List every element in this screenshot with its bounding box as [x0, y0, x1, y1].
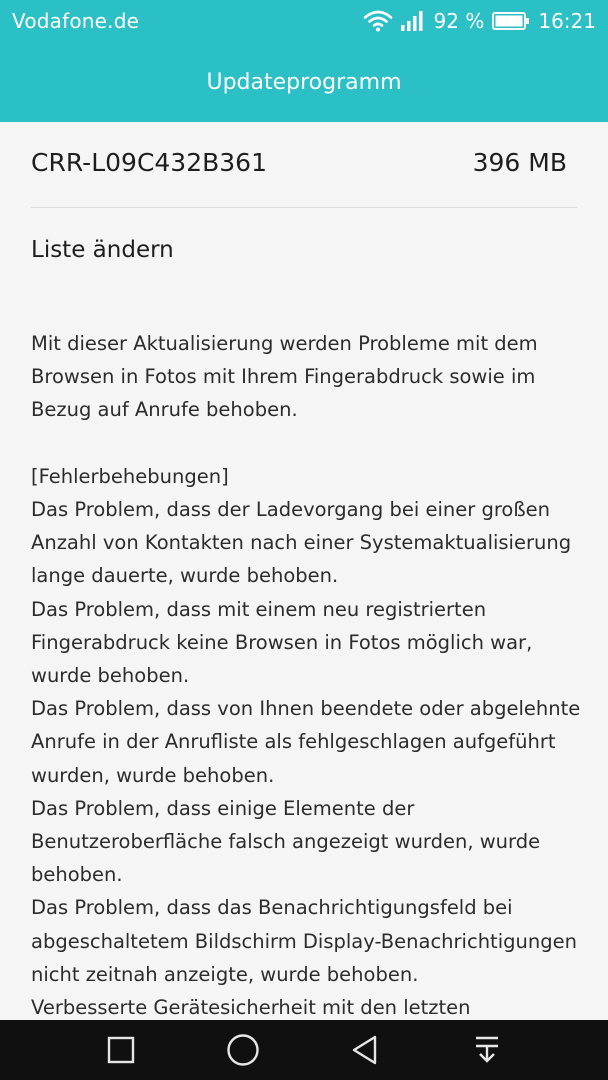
circle-icon	[225, 1032, 261, 1068]
version-name: CRR-L09C432B361	[31, 148, 267, 177]
bugfix-item: Das Problem, dass das Benachrichtigungsfeld bei abgeschaltetem Bildschirm Display-Benachrichtigungen nicht zeitnah anzeigte, wurde behoben.	[31, 896, 577, 986]
release-notes-intro: Mit dieser Aktualisierung werden Probleme mit dem Browsen in Fotos mit Ihrem Fingerabdruck sowie im Bezug auf Anrufe behoben.	[31, 332, 538, 422]
recent-apps-button[interactable]	[91, 1020, 151, 1080]
change-list-heading: Liste ändern	[31, 237, 174, 263]
bugfix-item: Das Problem, dass einige Elemente der Benutzeroberfläche falsch angezeigt wurden, wurde behoben.	[31, 796, 541, 887]
navigation-bar	[0, 1020, 608, 1080]
back-triangle-icon	[349, 1034, 381, 1066]
bugfix-item: Das Problem, dass mit einem neu registrierten Fingerabdruck keine Browsen in Fotos möglich war, wurde behoben.	[31, 597, 533, 688]
clock-time: 16:21	[538, 9, 596, 33]
page-title: Updateprogramm	[206, 69, 402, 95]
bugfix-item: Das Problem, dass der Ladevorgang bei einer großen Anzahl von Kontakten nach einer Systemaktualisierung lange dauerte, wurde behoben.	[31, 498, 572, 588]
carrier-name: Vodafone.de	[12, 9, 140, 33]
update-details[interactable]	[0, 122, 608, 1020]
square-icon	[106, 1035, 136, 1065]
bugfix-item: Verbesserte Gerätesicherheit mit den letzten	[31, 996, 471, 1020]
bugfix-item: Das Problem, dass von Ihnen beendete oder abgelehnte Anrufe in der Anrufliste als fehlgeschlagen aufgeführt wurden, wurde behoben.	[31, 697, 581, 787]
divider	[31, 207, 577, 208]
bugfix-section-title: [Fehlerbehebungen]	[31, 464, 229, 488]
home-button[interactable]	[213, 1020, 273, 1080]
wifi-icon	[364, 10, 392, 32]
update-size: 396 MB	[472, 148, 567, 177]
app-header	[0, 42, 608, 122]
back-button[interactable]	[335, 1020, 395, 1080]
update-version-row	[31, 148, 577, 177]
release-notes	[31, 327, 587, 1057]
spacer	[31, 427, 587, 460]
pull-down-icon	[473, 1035, 501, 1065]
status-bar	[0, 0, 608, 42]
notification-pull-button[interactable]	[457, 1020, 517, 1080]
battery-percent: 92 %	[433, 9, 485, 33]
signal-icon	[400, 10, 426, 32]
battery-icon	[492, 11, 530, 31]
status-indicators	[364, 9, 596, 33]
